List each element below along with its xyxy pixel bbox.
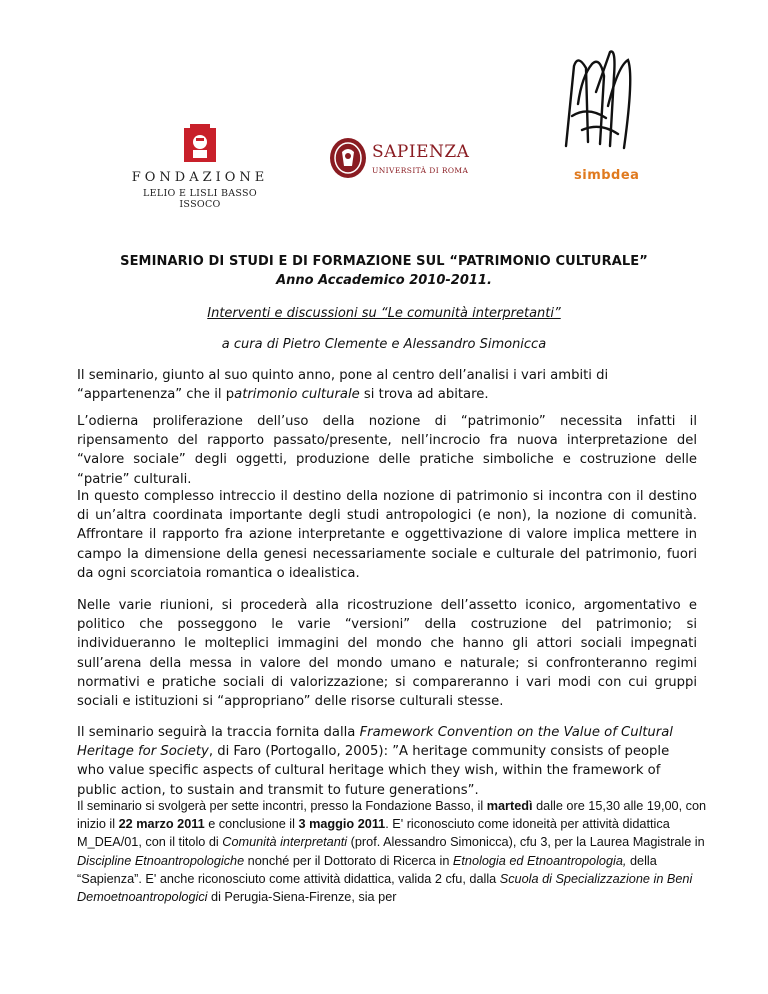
paragraph-faro-convention [77, 723, 697, 800]
p6-t3: e conclusione il [204, 817, 299, 832]
seminar-title: SEMINARIO DI STUDI E DI FORMAZIONE SUL “PATRIMONIO CULTURALE” [120, 254, 648, 269]
p6-t1: Il seminario si svolgerà per sette incontri, presso la Fondazione Basso, il [77, 799, 487, 813]
p6-b2: 22 marzo 2011 [118, 817, 205, 832]
p1-text-b: atrimonio culturale [234, 387, 360, 403]
fondazione-name: FONDAZIONE [131, 170, 269, 185]
p6-i1: Comunità interpretanti [222, 835, 348, 850]
seminar-subtitle: Interventi e discussioni su “Le comunità interpretanti” [207, 306, 561, 321]
paragraph-logistics [77, 797, 707, 906]
p5-text-b: Framework Convention on the Value of Cultural Heritage for Society [77, 725, 673, 760]
paragraph-comunita: In questo complesso intreccio il destino della nozione di patrimonio si incontra con il destino di un’altra coordinata importante degli studi antropologici (e non), la nozione di comunità. Affrontare il rapporto fra azione interpretante e oggettivazione di valore implica mettere in campo la dimensione della genesi necessariamente sociale e culturale del patrimonio, fuori da ogni scorciatoia romantica o idealistica. [77, 489, 697, 581]
simbdea-mark-icon [548, 46, 648, 166]
paragraph-riunioni: Nelle varie riunioni, si procederà alla ricostruzione dell’assetto iconico, argomentativo e politico che posseggono le varie “versioni” della costruzione del patrimonio; si individueranno le molteplici immagini del mondo che hanno gli attori sociali impegnati sull’arena della messa in valore del mondo umano e naturale; si confronteranno regimi normativi e pratiche sociali di valorizzazione; si compareranno i vari modi con cui gruppi sociali e istituzioni si “appropriano” delle risorse culturali stesse. [77, 598, 697, 710]
p6-t2: dalle ore 15,30 alle 19,00, con inizio il [77, 799, 707, 832]
seminar-curators: a cura di Pietro Clemente e Alessandro Simonicca [221, 337, 547, 352]
p6-t5: (prof. Alessandro Simonicca), cfu 3, per la Laurea Magistrale in [347, 835, 705, 850]
p6-i4: Scuola di Specializzazione in Beni Demoetnoantropologici [77, 871, 693, 905]
sapienza-subtitle: UNIVERSITÀ DI ROMA [372, 166, 469, 175]
sapienza-logo [328, 136, 488, 186]
sapienza-seal-icon [328, 136, 368, 180]
p5-text-a: Il seminario seguirà la traccia fornita dalla [77, 725, 360, 740]
paragraph-patrimonio: L’odierna proliferazione dell’uso della nozione di “patrimonio” necessita infatti il ripensamento del rapporto passato/presente, nell’incrocio fra nuova interpretazione del “valore sociale” degli oggetti, produzione delle pratiche simboliche e costruzione delle “patrie” culturali. [77, 414, 697, 487]
p6-t6: nonché per il Dottorato di Ricerca in [244, 853, 453, 868]
p5-text-c: , di Faro (Portogallo, 2005): ”A heritage community consists of people who value specific aspects of cultural heritage which they wish, within the framework of public action, to sustain and transmit to future generations”. [77, 744, 670, 798]
p1-text-a: Il seminario, giunto al suo quinto anno, pone al centro dell’analisi i vari ambiti di “appartenenza” che il p [77, 368, 609, 403]
simbdea-name: simbdea [574, 168, 640, 183]
fondazione-emblem-icon [180, 122, 220, 168]
paragraph-intro [77, 366, 697, 404]
p6-i3: Etnologia ed Etnoantropologia, [452, 853, 627, 868]
academic-year: Anno Accademico 2010-2011. [276, 273, 492, 288]
sapienza-name: SAPIENZA [372, 142, 470, 162]
simbdea-logo [548, 46, 648, 196]
p6-i2: Discipline Etnoantropologiche [77, 853, 245, 868]
p6-t7: della “Sapienza”. E' anche riconosciuto come attività didattica, valida 2 cfu, dalla [77, 853, 657, 886]
p6-b3: 3 maggio 2011 [298, 817, 386, 832]
fondazione-basso-logo [130, 118, 270, 208]
fondazione-subtitle: LELIO E LISLI BASSO ISSOCO [143, 188, 257, 210]
p1-text-c: si trova ad abitare. [359, 387, 489, 403]
p6-t8: di Perugia-Siena-Firenze, sia per [207, 890, 397, 905]
p6-t4: . E' riconosciuto come idoneità per attività didattica M_DEA/01, con il titolo di [77, 817, 670, 850]
p6-b1: martedì [486, 799, 533, 813]
